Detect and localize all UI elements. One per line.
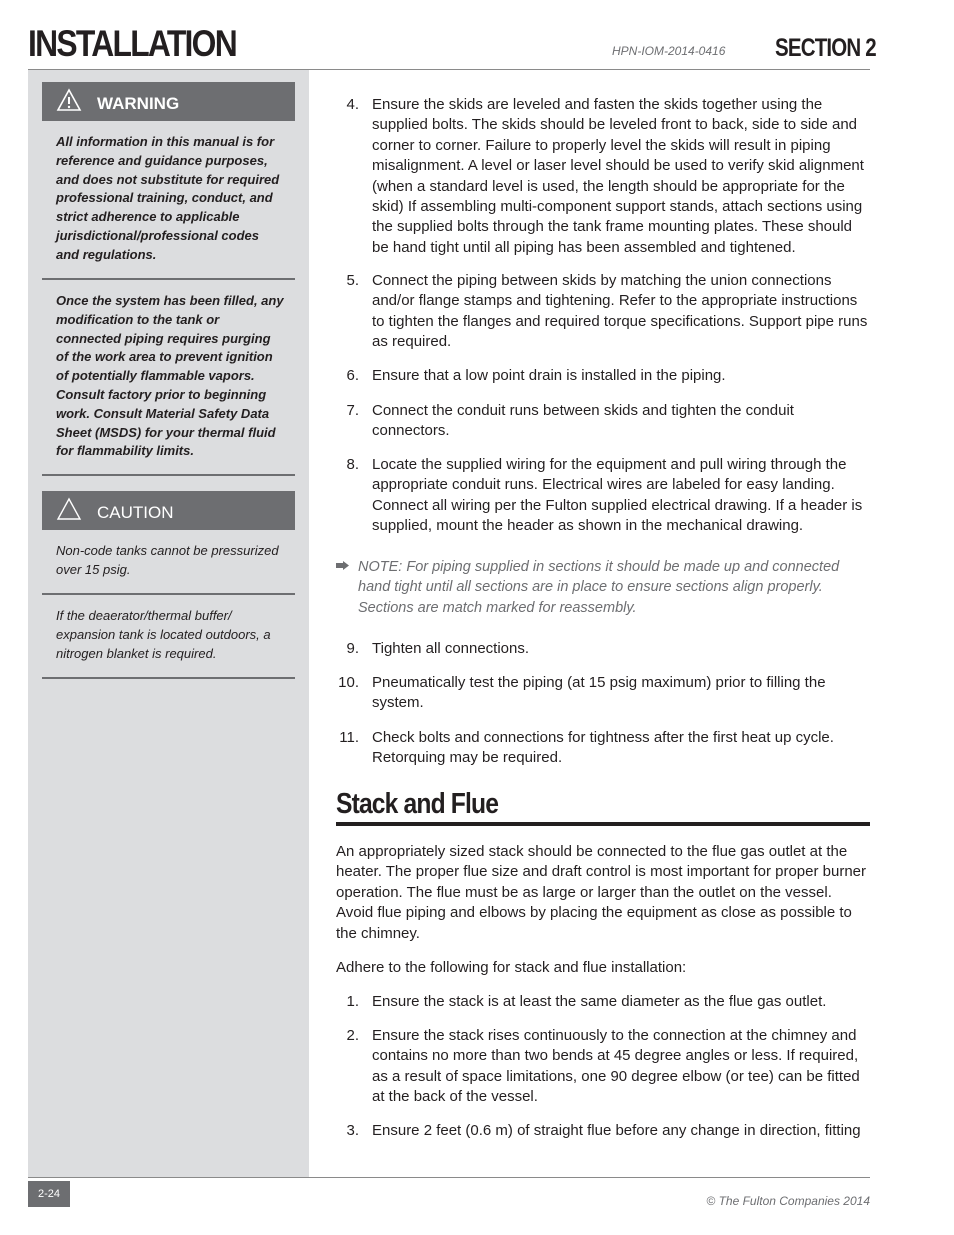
copyright: © The Fulton Companies 2014	[706, 1194, 870, 1208]
list-text: Ensure the stack is at least the same diameter as the flue gas outlet.	[372, 993, 827, 1010]
list-number: 4.	[346, 96, 359, 113]
list-item	[336, 728, 870, 769]
note-text: NOTE: For piping supplied in sections it should be made up and connected hand tight until all sections are in place to ensure sections align properly. Sections are match marked for reassembly.	[358, 559, 840, 616]
section-heading: Stack and Flue	[336, 788, 499, 820]
list-number: 11.	[339, 729, 359, 746]
list-text: Connect the piping between skids by matching the union connections and/or flange stamps and tightening. Refer to the appropriate instructions to tighten the flanges and required torque specifications. Support pipe runs as required.	[372, 272, 868, 351]
warning-header	[42, 82, 295, 121]
list-item	[336, 992, 870, 1012]
warning-icon	[56, 88, 82, 112]
footer-divider	[28, 1177, 870, 1178]
caution-icon	[56, 497, 82, 521]
list-number: 7.	[346, 402, 359, 419]
page-title: INSTALLATION	[28, 23, 236, 64]
list-item	[336, 639, 870, 659]
list-item	[336, 271, 870, 353]
list-text: Pneumatically test the piping (at 15 psig maximum) prior to filling the system.	[372, 674, 826, 712]
caution-text-1: Non-code tanks cannot be pressurized over 15 psig.	[56, 543, 279, 577]
list-number: 10.	[338, 674, 359, 691]
stack-intro: An appropriately sized stack should be connected to the flue gas outlet at the heater. The proper flue size and draft control is most important for proper burner operation. The flue must be as large or larger than the outlet on the vessel. Avoid flue piping and elbows by placing the equipment as close as possible to the chimney.	[336, 843, 866, 942]
sidebar-divider	[42, 278, 295, 280]
caution-header	[42, 491, 295, 530]
list-text: Ensure the stack rises continuously to the connection at the chimney and contains no more than two bends at 45 degree angles or less. If required, as a result of space limitations, one 90 degree elbow (or tee) can be fitted at the back of the vessel.	[372, 1027, 860, 1106]
list-text: Locate the supplied wiring for the equipment and pull wiring through the appropriate conduit runs. Electrical wires are labeled for easy landing. Connect all wiring per the Fulton supplied electrical drawing. If a header is supplied, mount the header as shown in the mechanical drawing.	[372, 456, 863, 535]
document-id: HPN-IOM-2014-0416	[612, 44, 726, 58]
list-text: Ensure 2 feet (0.6 m) of straight flue before any change in direction, fitting	[372, 1122, 861, 1139]
list-item	[336, 95, 870, 258]
list-number: 1.	[346, 993, 359, 1010]
list-item	[336, 673, 870, 714]
list-text: Connect the conduit runs between skids and tighten the conduit connectors.	[372, 402, 794, 440]
list-number: 2.	[346, 1027, 359, 1044]
list-text: Tighten all connections.	[372, 640, 530, 657]
warning-text-1: All information in this manual is for reference and guidance purposes, and does not substitute for required professional training, conduct, and strict adherence to applicable jurisdictional/professional codes and regulations.	[56, 134, 280, 262]
page-number: 2-24	[28, 1181, 70, 1207]
list-item	[336, 401, 870, 442]
sidebar-divider	[42, 593, 295, 595]
list-text: Ensure the skids are leveled and fasten the skids together using the supplied bolts. The skids should be leveled front to back, side to side and corner to corner. Failure to properly level the skids will result in piping misalignment. A level or laser level should be used to verify skid alignment (when a standard level is used, the length should be appropriate for the skid) If assembling multi-component support stands, attach sections using the supplied bolts through the tank frame mounting plates. These should be hand tight until all piping has been assembled and tightened.	[372, 96, 864, 256]
heading-rule	[336, 822, 870, 826]
list-item	[336, 455, 870, 537]
section-label: SECTION 2	[775, 34, 876, 62]
list-item	[336, 1121, 870, 1141]
list-number: 5.	[346, 272, 359, 289]
list-text: Check bolts and connections for tightness after the first heat up cycle. Retorquing may be required.	[372, 729, 834, 767]
list-item	[336, 366, 870, 386]
sidebar-divider	[42, 677, 295, 679]
warning-text-2: Once the system has been filled, any modification to the tank or connected piping requires purging of the work area to prevent ignition of potentially flammable vapors. Consult factory prior to beginning work. Consult Material Safety Data Sheet (MSDS) for your thermal fluid for flammability limits.	[56, 293, 284, 459]
list-item	[336, 1026, 870, 1108]
list-number: 8.	[346, 456, 359, 473]
caution-label: CAUTION	[97, 503, 174, 522]
stack-lead: Adhere to the following for stack and flue installation:	[336, 959, 687, 976]
caution-text-2: If the deaerator/thermal buffer/ expansion tank is located outdoors, a nitrogen blanket is required.	[56, 608, 271, 661]
list-text: Ensure that a low point drain is installed in the piping.	[372, 367, 726, 384]
note	[336, 557, 870, 618]
list-number: 9.	[346, 640, 359, 657]
sidebar-divider	[42, 474, 295, 476]
list-number: 6.	[346, 367, 359, 384]
warning-label: WARNING	[97, 94, 180, 113]
list-number: 3.	[346, 1122, 359, 1139]
arrow-right-icon	[336, 561, 349, 570]
